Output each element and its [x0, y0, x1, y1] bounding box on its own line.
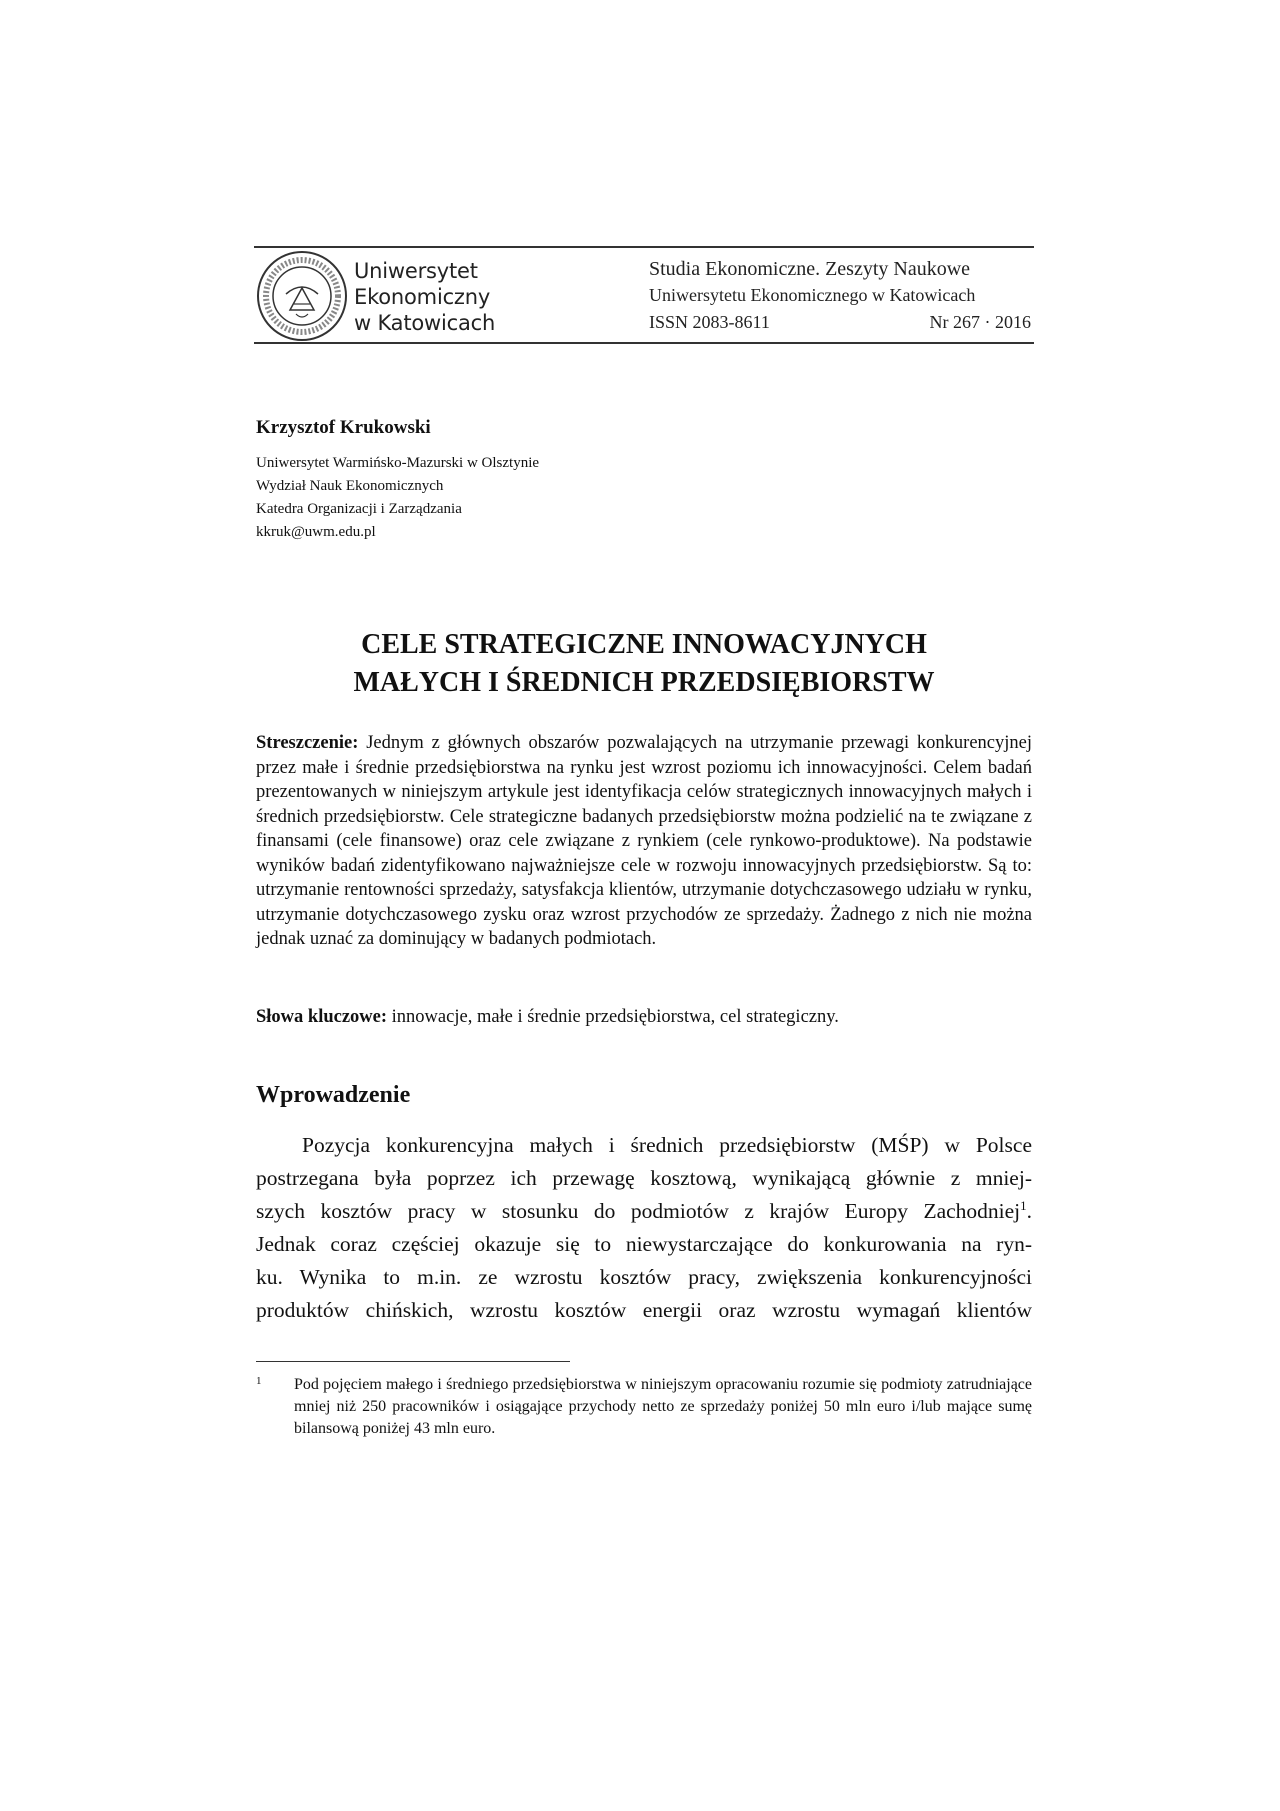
- body-line: postrzegana była poprzez ich przewagę kosztową, wynikającą głównie z mniej-: [256, 1166, 1032, 1190]
- university-name-line: Uniwersytet: [354, 259, 478, 283]
- issue-number: Nr 267 · 2016: [929, 312, 1031, 332]
- journal-info: [649, 256, 1031, 336]
- footnote: [256, 1374, 1032, 1440]
- affiliation-line: Wydział Nauk Ekonomicznych: [256, 478, 444, 494]
- university-name: [354, 258, 495, 336]
- abstract-text: Jednym z głównych obszarów pozwalających na utrzymanie przewagi konkurencyjnej przez małe i średnie przedsiębiorstwa na rynku jest wzrost poziomu ich innowacyjności. Celem badań prezentowanych w niniejszym artykule jest identyfikacja celów strategicznych innowacyjnych małych i średnich przedsiębiorstw. Cele strategiczne badanych przedsiębiorstw można podzielić na te związane z finansami (cele finansowe) oraz cele związane z rynkiem (cele rynkowo-produktowe). Na podstawie wyników badań zidentyfikowano najważniejsze cele w rozwoju innowacyjnych przedsiębiorstw. Są to: utrzymanie rentowności sprzedaży, satysfakcja klientów, utrzymanie dotychczasowego udziału w rynku, utrzymanie dotychczasowego zysku oraz wzrost przychodów ze sprzedaży. Żadnego z nich nie można jednak uznać za dominujący w badanych podmiotach.: [256, 733, 1032, 949]
- journal-issue-line: [649, 308, 1031, 336]
- body-line: Pozycja konkurencyjna małych i średnich przedsiębiorstw (MŚP) w Polsce: [302, 1133, 1032, 1157]
- journal-subtitle: Uniwersytetu Ekonomicznego w Katowicach: [649, 285, 976, 305]
- footnote-reference[interactable]: 1: [1020, 1198, 1027, 1213]
- author-email: kkruk@uwm.edu.pl: [256, 524, 376, 540]
- author-name: Krzysztof Krukowski: [256, 417, 431, 438]
- body-line-with-footnote: szych kosztów pracy w stosunku do podmiotów z krajów Europy Zachodniej$^1$.: [256, 1198, 1032, 1223]
- affiliation-line: Katedra Organizacji i Zarządzania: [256, 501, 462, 517]
- paper-title-line: CELE STRATEGICZNE INNOWACYJNYCH: [361, 629, 927, 660]
- body-line: ku. Wynika to m.in. ze wzrostu kosztów pracy, zwiększenia konkurencyjności: [256, 1265, 1032, 1289]
- header-top-rule: [254, 246, 1034, 248]
- university-name-line: w Katowicach: [354, 311, 496, 335]
- footnote-rule: [256, 1361, 570, 1362]
- keywords-text: innowacje, małe i średnie przedsiębiorstwa, cel strategiczny.: [391, 1007, 839, 1027]
- body-line: Jednak coraz częściej okazuje się to niewystarczające do konkurowania na ryn-: [256, 1232, 1032, 1256]
- section-body: [256, 1129, 1032, 1327]
- section-heading: Wprowadzenie: [256, 1082, 411, 1108]
- university-name-line: Ekonomiczny: [354, 285, 491, 309]
- body-line-text: szych kosztów pracy w stosunku do podmiotów z krajów Europy Zachodniej: [256, 1199, 1021, 1223]
- abstract-label: Streszczenie:: [256, 733, 359, 753]
- footnote-text: Pod pojęciem małego i średniego przedsiębiorstwa w niniejszym opracowaniu rozumie się podmioty zatrudniające mniej niż 250 pracowników i osiągające przychody netto ze sprzedaży poniżej 50 mln euro i/lub mające sumę bilansową poniżej 43 mln euro.: [294, 1376, 1032, 1437]
- affiliation-line: Uniwersytet Warmińsko-Mazurski w Olsztynie: [256, 455, 540, 471]
- footnote-mark: 1: [256, 1375, 262, 1387]
- journal-title: Studia Ekonomiczne. Zeszyty Naukowe: [649, 258, 971, 280]
- abstract: [256, 731, 1032, 952]
- paper-title: [254, 626, 1034, 702]
- keywords-label: Słowa kluczowe:: [256, 1007, 388, 1027]
- issn: ISSN 2083-8611: [649, 312, 770, 332]
- body-line: produktów chińskich, wzrostu kosztów energii oraz wzrostu wymagań klientów: [256, 1298, 1032, 1322]
- keywords: [256, 1005, 1032, 1029]
- header-bottom-rule: [254, 342, 1034, 344]
- paper-title-line: MAŁYCH I ŚREDNICH PRZEDSIĘBIORSTW: [353, 667, 935, 698]
- author-block: [256, 417, 539, 544]
- university-seal-logo: [256, 250, 348, 342]
